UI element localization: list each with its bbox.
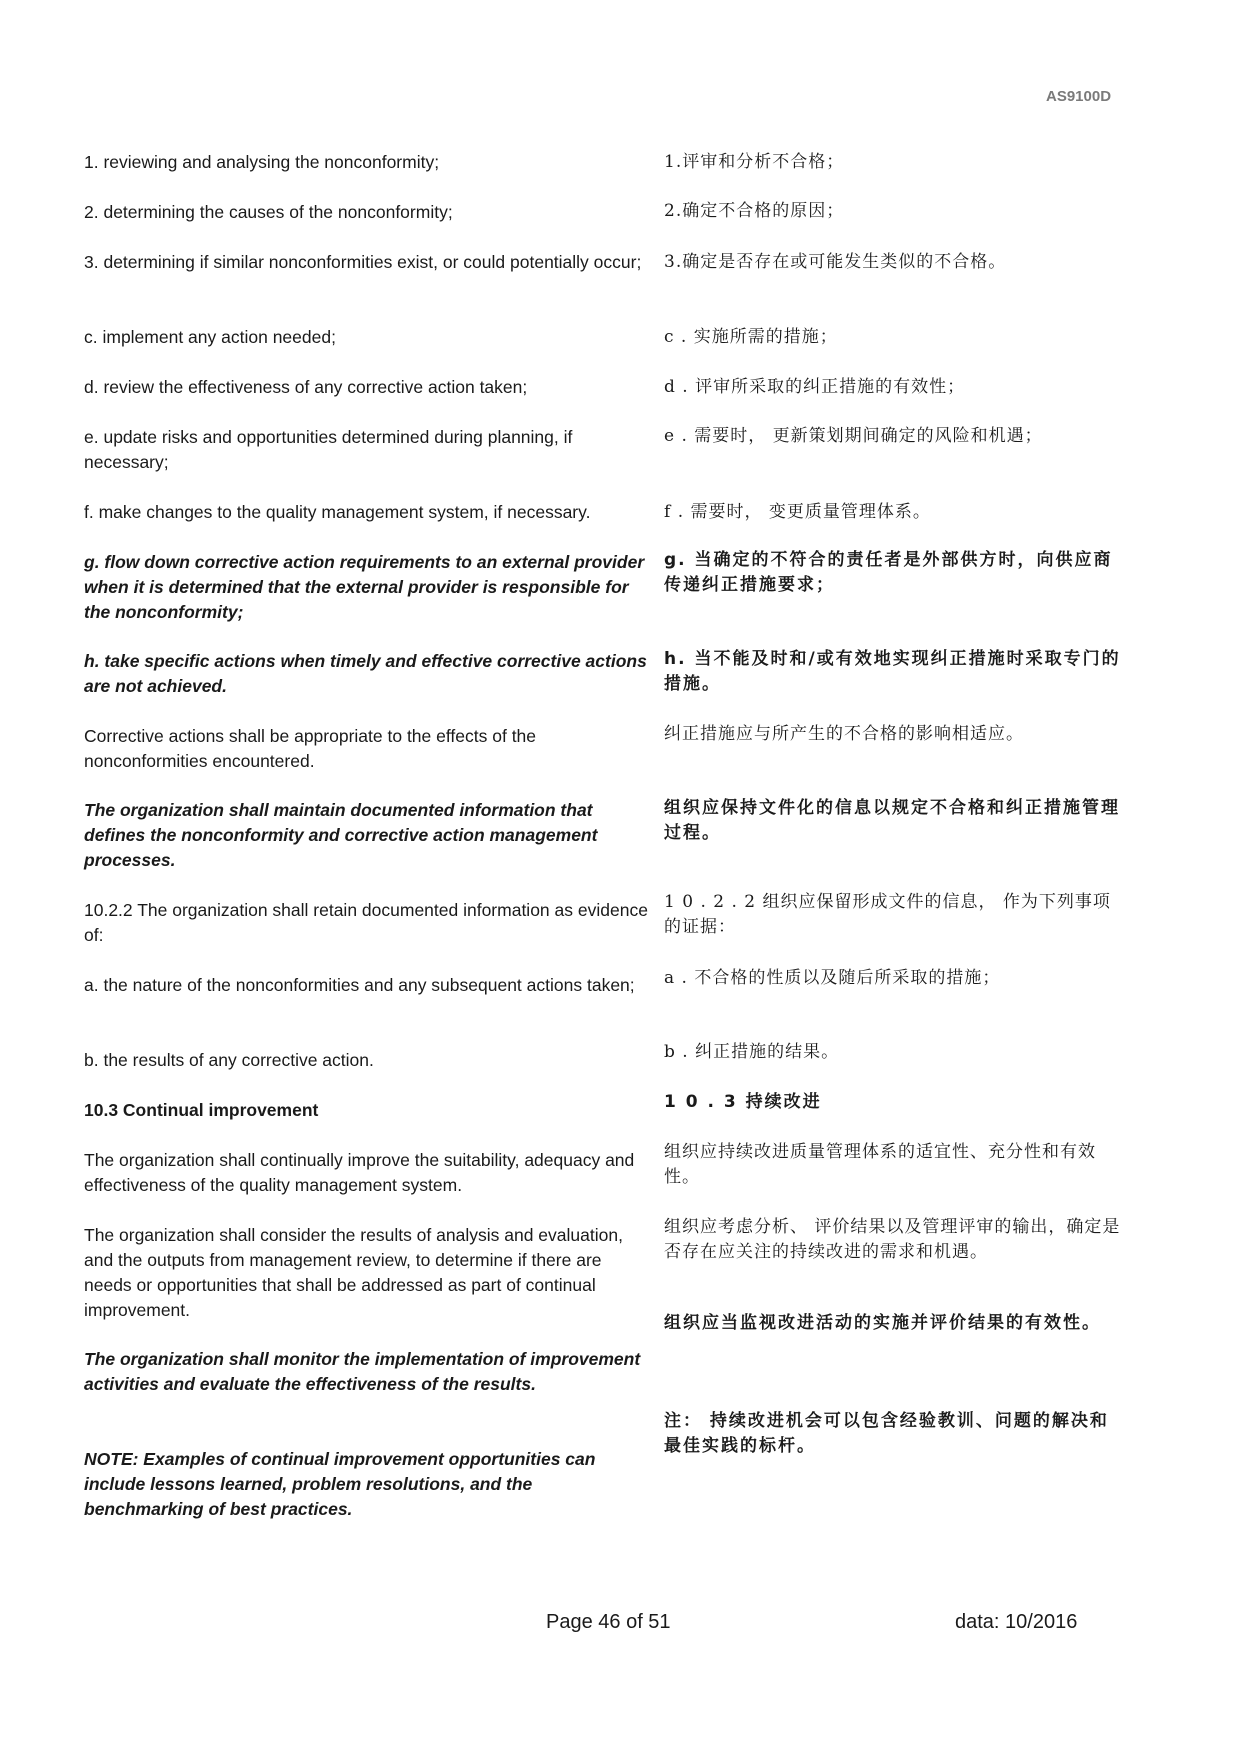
zh-item-h: h. 当不能及时和/或有效地实现纠正措施时采取专门的措施。 <box>664 649 1121 694</box>
en-item-h: h. take specific actions when timely and effective corrective actions are not achieved. <box>84 651 647 696</box>
zh-step-3: 3.确定是否存在或可能发生类似的不合格。 <box>664 252 1007 272</box>
en-note-examples: NOTE: Examples of continual improvement opportunities can include lessons learned, problem resolutions, and the benchmarking of best practices. <box>84 1449 596 1519</box>
en-step-2: 2. determining the causes of the nonconformity; <box>84 202 453 222</box>
zh-item-d: d . 评审所采取的纠正措施的有效性； <box>664 377 966 397</box>
zh-item-f: f . 需要时， 变更质量管理体系。 <box>664 502 931 522</box>
en-documented-info-requirement: The organization shall maintain documented information that defines the nonconformity and corrective action management processes. <box>84 800 598 870</box>
zh-corrective-actions-note: 纠正措施应与所产生的不合格的影响相适应。 <box>664 724 1024 744</box>
en-item-a: a. the nature of the nonconformities and any subsequent actions taken; <box>84 975 635 995</box>
document-date: data: 10/2016 <box>955 1611 1078 1633</box>
en-item-b: b. the results of any corrective action. <box>84 1050 374 1070</box>
zh-step-1: 1.评审和分析不合格； <box>664 152 845 172</box>
zh-continual-improve: 组织应持续改进质量管理体系的适宜性、充分性和有效性。 <box>664 1142 1096 1187</box>
en-step-1: 1. reviewing and analysing the nonconformity; <box>84 152 440 172</box>
zh-note-examples: 注： 持续改进机会可以包含经验教训、问题的解决和最佳实践的标杆。 <box>664 1411 1109 1456</box>
zh-item-g: g. 当确定的不符合的责任者是外部供方时，向供应商传递纠正措施要求； <box>664 550 1113 595</box>
en-corrective-actions-note: Corrective actions shall be appropriate to the effects of the nonconformities encountered. <box>84 726 537 771</box>
zh-step-2: 2.确定不合格的原因； <box>664 201 845 221</box>
en-item-g: g. flow down corrective action requirements to an external provider when it is determined that the external provider is responsible for the nonconformity; <box>84 552 645 622</box>
en-monitor-improvement: The organization shall monitor the implementation of improvement activities and evaluate the effectiveness of the results. <box>84 1349 641 1394</box>
document-code: AS9100D <box>1046 88 1112 105</box>
zh-item-b: b . 纠正措施的结果。 <box>664 1042 840 1062</box>
zh-clause-10-2-2: 1 0 . 2 . 2 组织应保留形成文件的信息， 作为下列事项的证据： <box>664 892 1111 937</box>
en-continual-improve: The organization shall continually improve the suitability, adequacy and effectiveness of the quality management system. <box>84 1150 635 1195</box>
zh-item-c: c . 实施所需的措施； <box>664 327 838 347</box>
en-item-d: d. review the effectiveness of any corrective action taken; <box>84 377 528 397</box>
zh-heading-10-3: 1 0 . 3 持续改进 <box>664 1092 822 1112</box>
zh-consider-results: 组织应考虑分析、 评价结果以及管理评审的输出，确定是否存在应关注的持续改进的需求和机遇。 <box>664 1217 1121 1262</box>
zh-item-a: a . 不合格的性质以及随后所采取的措施； <box>664 968 1001 988</box>
en-heading-10-3: 10.3 Continual improvement <box>84 1100 319 1120</box>
page-number: Page 46 of 51 <box>546 1611 671 1633</box>
en-consider-results: The organization shall consider the results of analysis and evaluation, and the outputs from management review, to determine if there are needs or opportunities that shall be addressed as part of continual improvement. <box>84 1225 623 1320</box>
en-item-f: f. make changes to the quality management system, if necessary. <box>84 502 591 522</box>
zh-monitor-improvement: 组织应当监视改进活动的实施并评价结果的有效性。 <box>664 1313 1101 1333</box>
zh-item-e: e . 需要时， 更新策划期间确定的风险和机遇； <box>664 426 1043 446</box>
en-item-c: c. implement any action needed; <box>84 327 336 347</box>
zh-documented-info-requirement: 组织应保持文件化的信息以规定不合格和纠正措施管理过程。 <box>664 798 1120 843</box>
en-item-e: e. update risks and opportunities determined during planning, if necessary; <box>84 427 573 472</box>
en-clause-10-2-2: 10.2.2 The organization shall retain documented information as evidence of: <box>84 900 648 945</box>
en-step-3: 3. determining if similar nonconformities exist, or could potentially occur; <box>84 252 642 272</box>
